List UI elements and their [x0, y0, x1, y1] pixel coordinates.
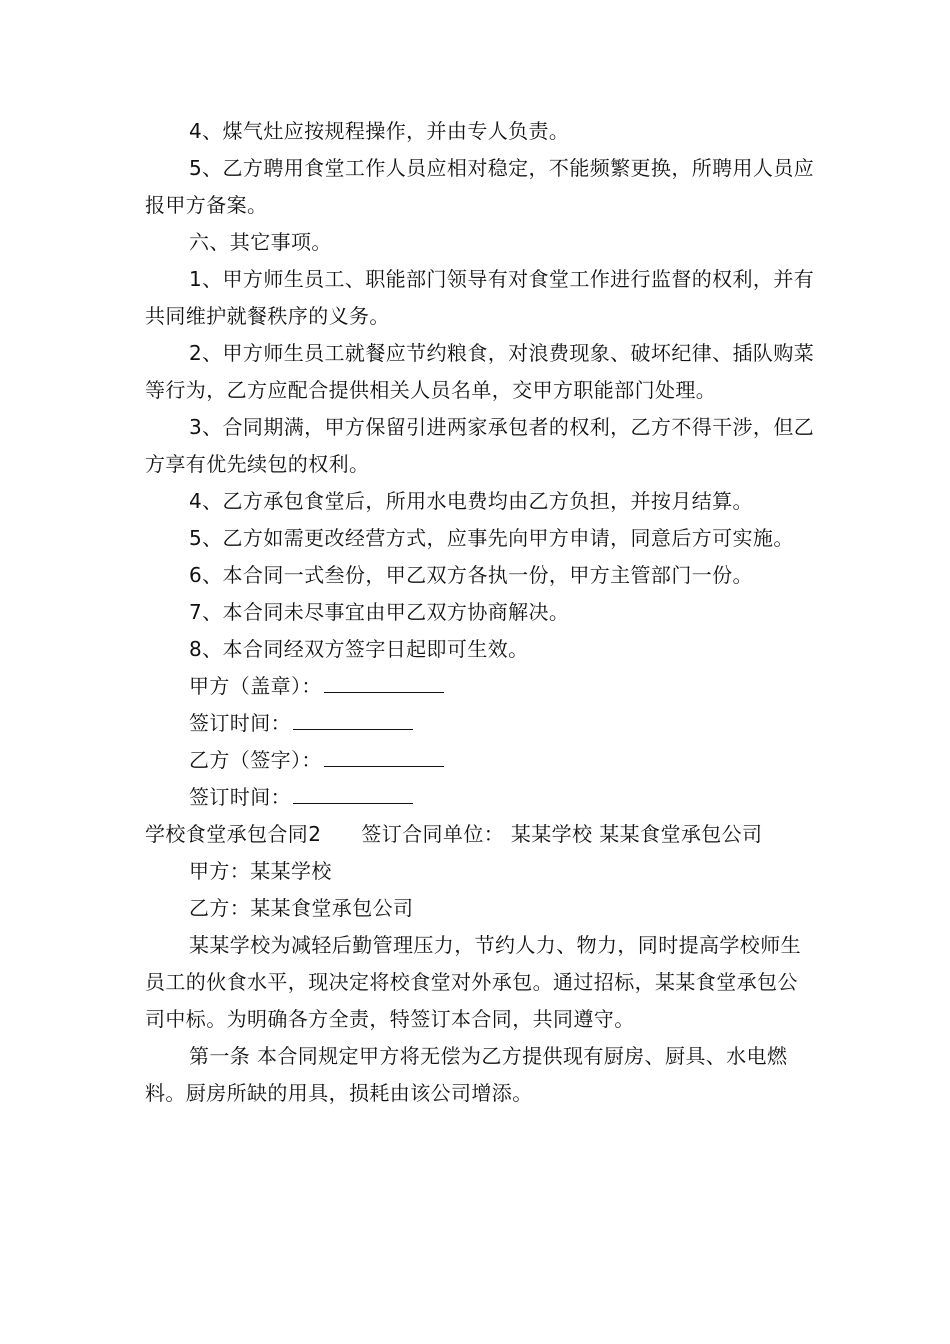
- contract2-article-1: 第一条 本合同规定甲方将无偿为乙方提供现有厨房、厨具、水电燃料。厨房所缺的用具，损耗由该公司增添。: [145, 1044, 788, 1105]
- paragraph: 5、乙方如需更改经营方式，应事先向甲方申请，同意后方可实施。: [189, 526, 794, 550]
- signature-label: 签订时间：: [189, 785, 291, 809]
- paragraph: 1、甲方师生员工、职能部门领导有对食堂工作进行监督的权利，并有共同维护就餐秩序的义务。: [145, 267, 815, 328]
- paragraph: 3、合同期满，甲方保留引进两家承包者的权利，乙方不得干涉，但乙方享有优先续包的权利。: [145, 415, 815, 476]
- signature-line-party-b: [145, 742, 815, 779]
- signature-blank: [293, 707, 413, 730]
- contract2-party-a: 甲方：某某学校: [189, 859, 332, 883]
- signature-blank: [324, 744, 444, 767]
- contract2-unit: 签订合同单位： 某某学校 某某食堂承包公司: [361, 822, 763, 846]
- signature-blank: [324, 670, 444, 693]
- signature-blank: [293, 781, 413, 804]
- signature-line-date-a: [145, 705, 815, 742]
- signature-line-party-a: [145, 668, 815, 705]
- document-body: [145, 113, 815, 1112]
- section-heading: 六、其它事项。: [189, 230, 332, 254]
- paragraph: 6、本合同一式叁份，甲乙双方各执一份，甲方主管部门一份。: [189, 563, 753, 587]
- paragraph: 5、乙方聘用食堂工作人员应相对稳定，不能频繁更换，所聘用人员应报甲方备案。: [145, 156, 815, 217]
- paragraph: 2、甲方师生员工就餐应节约粮食，对浪费现象、破坏纪律、插队购菜等行为，乙方应配合提供相关人员名单，交甲方职能部门处理。: [145, 341, 815, 402]
- signature-label: 乙方（签字）：: [189, 748, 322, 772]
- signature-label: 甲方（盖章）：: [189, 674, 322, 698]
- contract2-party-b: 乙方：某某食堂承包公司: [189, 896, 414, 920]
- signature-label: 签订时间：: [189, 711, 291, 735]
- contract2-intro: 某某学校为减轻后勤管理压力，节约人力、物力，同时提高学校师生员工的伙食水平，现决定将校食堂对外承包。通过招标，某某食堂承包公司中标。为明确各方全责，特签订本合同，共同遵守。: [145, 933, 801, 1031]
- contract2-title: 学校食堂承包合同2: [145, 822, 322, 846]
- paragraph: 4、煤气灶应按规程操作，并由专人负责。: [189, 119, 570, 143]
- contract2-title-line: [145, 816, 815, 853]
- paragraph: 8、本合同经双方签字日起即可生效。: [189, 637, 529, 661]
- paragraph: 7、本合同未尽事宜由甲乙双方协商解决。: [189, 600, 570, 624]
- signature-line-date-b: [145, 779, 815, 816]
- paragraph: 4、乙方承包食堂后，所用水电费均由乙方负担，并按月结算。: [189, 489, 753, 513]
